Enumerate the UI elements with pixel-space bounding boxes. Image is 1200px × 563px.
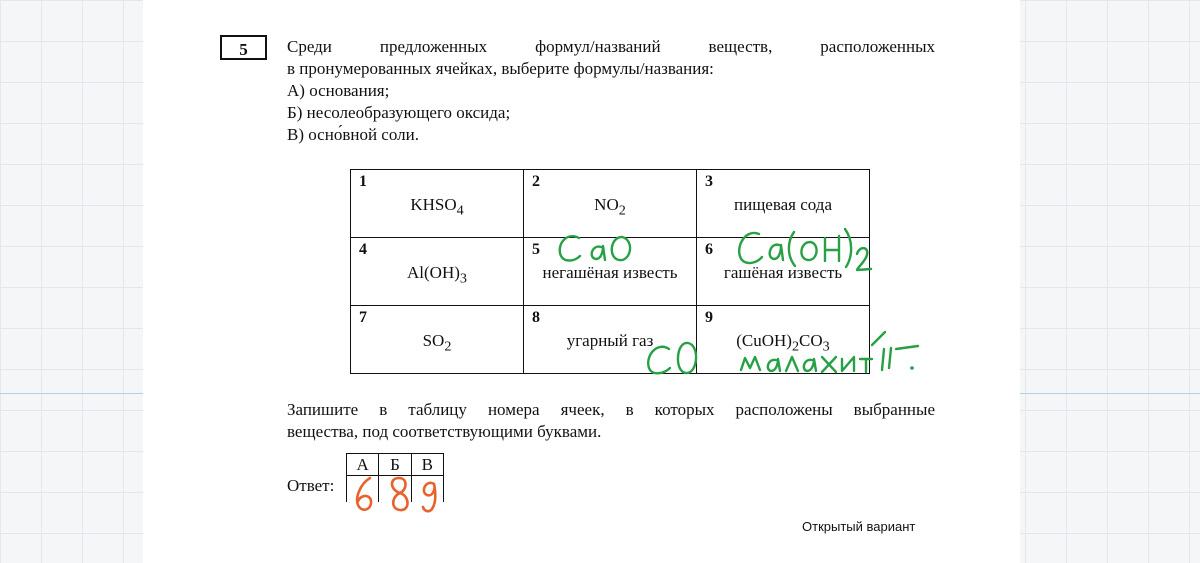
cell-value: негашёная известь [542,263,678,282]
task-intro-line1: Среди предложенных формул/названий веществ, расположенных [287,37,935,56]
handwritten-answer-a [357,478,371,510]
cell-number: 6 [705,241,713,258]
cell-value: $(CuOH)_2CO_3$ [736,331,830,355]
task-intro-line2: в пронумерованных ячейках, выберите формулы/названия: [287,59,714,78]
task-item-b: Б) несолеобразующего оксида; [287,103,511,122]
cell-value: угарный газ [566,331,654,350]
cell-value: $SO_2$ [422,331,452,355]
cell-number: 7 [359,309,367,326]
handwritten-answer-b [392,478,408,510]
cell-number: 2 [532,173,540,190]
cell-value: пищевая сода [734,195,832,214]
task-number: 5 [220,35,267,60]
cell-number: 3 [705,173,713,190]
cell-number: 9 [705,309,713,326]
cell-value: $NO_2$ [594,195,626,219]
task-item-c: В) осно́вной соли. [287,125,419,144]
cell-value: гашёная известь [723,263,843,282]
cell-number: 4 [359,241,367,258]
answer-label: Ответ: [287,476,335,495]
cell-value: $Al(OH)_3$ [407,263,467,287]
answer-header-a: А [347,454,379,476]
answer-header-c: В [411,454,443,476]
cell-value: $KHSO_4$ [410,195,464,219]
answer-header-b: Б [379,454,411,476]
variant-label: Открытый вариант [802,519,916,534]
instruction-line1: Запишите в таблицу номера ячеек, в которых расположены выбранные [287,400,935,419]
cell-number: 1 [359,173,367,190]
handwritten-answer-c [423,483,435,511]
cell-number: 5 [532,241,540,258]
task-item-a: А) основания; [287,81,390,100]
instruction-line2: вещества, под соответствующими буквами. [287,422,602,441]
cell-number: 8 [532,309,540,326]
